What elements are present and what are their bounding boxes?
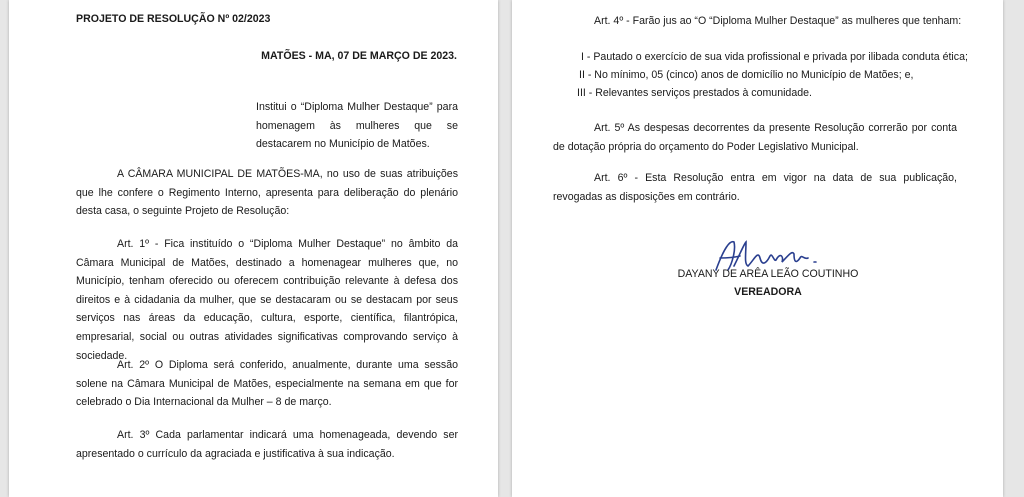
ementa: Institui o “Diploma Mulher Destaque” para homenagem às mulheres que se destacarem no Município de Matões. xyxy=(256,101,458,151)
resolution-heading: PROJETO DE RESOLUÇÃO Nº 02/2023 xyxy=(76,13,271,25)
article-4-item-ii: II - No mínimo, 05 (cinco) anos de domicílio no Município de Matões; e, xyxy=(579,69,914,81)
signer-role: VEREADORA xyxy=(734,286,802,298)
article-5: Art. 5º As despesas decorrentes da presente Resolução correrão por conta de dotação própria do orçamento do Poder Legislativo Municipal. xyxy=(553,122,957,153)
article-2: Art. 2º O Diploma será conferido, anualmente, durante uma sessão solene na Câmara Municipal de Matões, especialmente na semana em que for celebrado o Dia Internacional da Mulher – 8 de março. xyxy=(76,359,458,409)
document-page-right xyxy=(512,0,1003,497)
article-4-item-iii: III - Relevantes serviços prestados à comunidade. xyxy=(577,87,812,99)
article-4-item-i: I - Pautado o exercício de sua vida profissional e privada por ilibada conduta ética; xyxy=(581,51,968,63)
article-3: Art. 3º Cada parlamentar indicará uma homenageada, devendo ser apresentado o currículo da agraciada e justificativa à sua indicação. xyxy=(76,429,458,460)
place-date: MATÕES - MA, 07 DE MARÇO DE 2023. xyxy=(261,50,457,62)
preamble-paragraph: A CÂMARA MUNICIPAL DE MATÕES-MA, no uso de suas atribuições que lhe confere o Regimento Interno, apresenta para deliberação do plenário desta casa, o seguinte Projeto de Resolução: xyxy=(76,168,458,218)
document-page-left xyxy=(9,0,498,497)
signer-name: DAYANY DE ARÊA LEÃO COUTINHO xyxy=(677,268,859,280)
article-1: Art. 1º - Fica instituído o “Diploma Mulher Destaque” no âmbito da Câmara Municipal de Matões, destinado a homenagear mulheres que, no Município, tenham oferecido ou oferecem contribuição relevante à defesa dos direitos e à cidadania da mulher, que se destacaram ou se destacam por seus serviços nas áreas da educação, cultura, esporte, científica, filantrópica, empresarial, social ou outras atividades significativas comprovando serviço à sociedade. xyxy=(76,238,458,362)
article-4: Art. 4º - Farão jus ao “O “Diploma Mulher Destaque” as mulheres que tenham: xyxy=(594,15,962,27)
article-6: Art. 6º - Esta Resolução entra em vigor na data de sua publicação, revogadas as disposições em contrário. xyxy=(553,172,957,203)
